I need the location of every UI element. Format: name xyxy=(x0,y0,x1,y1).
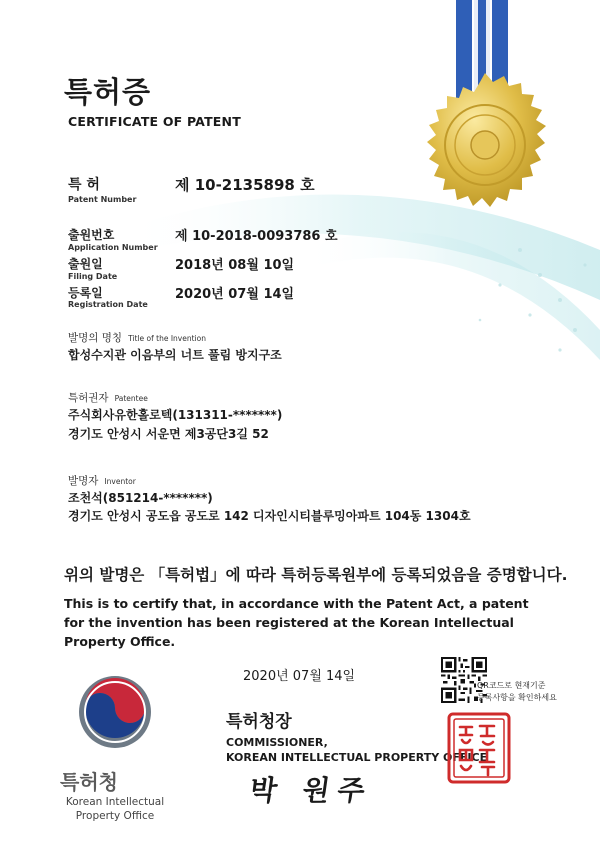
application-label: 출원번호 xyxy=(68,228,115,242)
statement-en: This is to certify that, in accordance with the Patent Act, a patent for the invention has been registered at the Korean Intellectual Property Office. xyxy=(64,596,529,649)
registration-label: 등록일 xyxy=(68,286,103,300)
registration-date: 2020년 07월 14일 xyxy=(175,287,295,302)
filing-label: 출원일 xyxy=(68,257,103,271)
patentee-label xyxy=(68,390,148,405)
qr-note-line2: 등록사항을 확인하세요 xyxy=(477,693,557,702)
qr-note-line1: QR코드로 현재기준 xyxy=(477,681,546,690)
filing-date: 2018년 08월 10일 xyxy=(175,258,295,273)
invention-label-ko: 발명의 명칭 xyxy=(68,332,123,344)
inventor-label-en: Inventor xyxy=(104,477,136,486)
patent-number: 제 10-2135898 호 xyxy=(175,176,315,194)
patentee-name: 주식회사유한홀로텍(131311-*******) xyxy=(68,408,283,422)
statement-ko: 위의 발명은 「특허법」에 따라 특허등록원부에 등록되었음을 증명합니다. xyxy=(64,566,568,584)
commissioner-en-line1: COMMISSIONER, xyxy=(226,736,328,749)
inventor-label-ko: 발명자 xyxy=(68,475,99,487)
application-number: 제 10-2018-0093786 호 xyxy=(175,229,338,244)
certificate-title-en: CERTIFICATE OF PATENT xyxy=(68,114,241,129)
filing-label-en: Filing Date xyxy=(68,272,118,281)
gold-seal-icon xyxy=(410,70,560,220)
patent-label-en: Patent Number xyxy=(68,195,137,204)
patent-label: 특 허 xyxy=(68,177,100,193)
qr-note xyxy=(477,680,557,704)
certificate-title: 특허증 xyxy=(64,75,152,109)
commissioner-en-line2: KOREAN INTELLECTUAL PROPERTY OFFICE xyxy=(226,751,488,764)
inventor-label xyxy=(68,473,136,488)
patentee-address: 경기도 안성시 서운면 제3공단3길 52 xyxy=(68,427,269,441)
office-name-en xyxy=(55,795,175,823)
kipo-logo-icon xyxy=(77,674,153,750)
application-label-en: Application Number xyxy=(68,243,158,252)
commissioner-signature: 박 원주 xyxy=(247,774,376,807)
patentee-label-ko: 특허권자 xyxy=(68,392,109,404)
official-stamp-icon xyxy=(447,712,511,784)
office-name-ko: 특허청 xyxy=(60,770,118,794)
invention-label-en: Title of the Invention xyxy=(128,334,206,343)
patentee-label-en: Patentee xyxy=(114,394,148,403)
invention-label xyxy=(68,330,206,345)
office-name-en-line2: Property Office xyxy=(75,810,155,822)
commissioner-title-ko: 특허청장 xyxy=(226,712,292,732)
registration-label-en: Registration Date xyxy=(68,300,148,309)
issue-date: 2020년 07월 14일 xyxy=(243,669,356,684)
invention-title: 합성수지관 이음부의 너트 풀림 방지구조 xyxy=(68,348,282,362)
inventor-name: 조천석(851214-*******) xyxy=(68,491,213,505)
office-name-en-line1: Korean Intellectual xyxy=(65,796,165,808)
inventor-address: 경기도 안성시 공도읍 공도로 142 디자인시티블루밍아파트 104동 1304호 xyxy=(68,509,471,523)
